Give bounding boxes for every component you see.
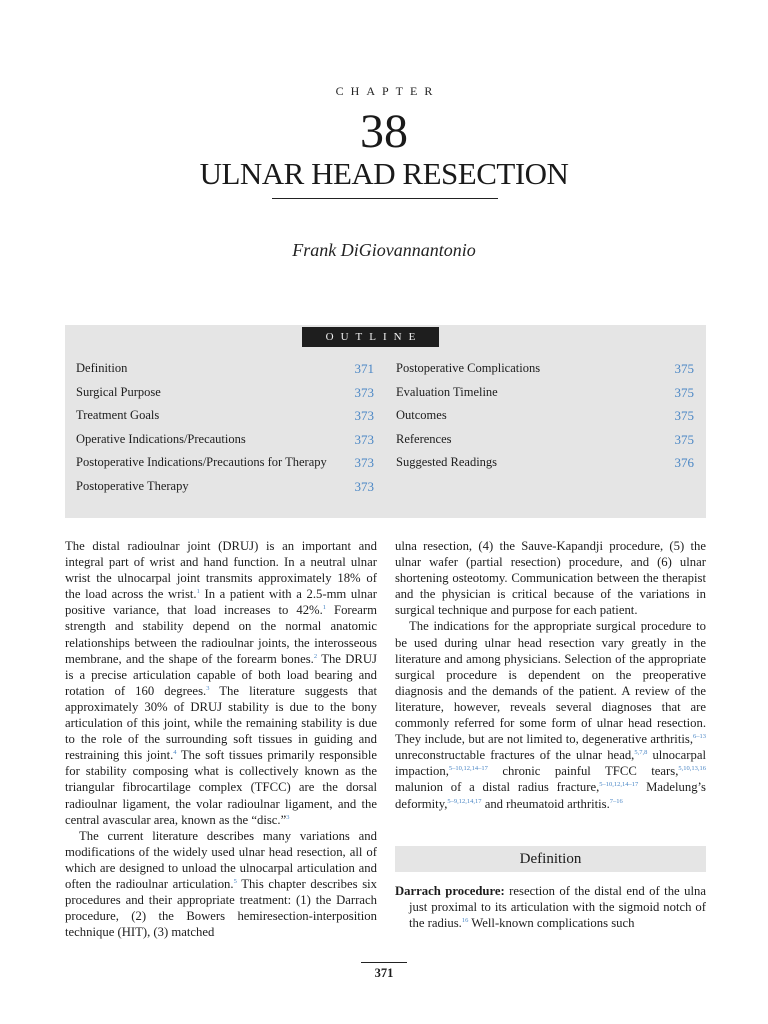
definition-heading: Definition — [395, 846, 706, 872]
citation[interactable]: 3 — [286, 813, 290, 821]
outline-item-page[interactable]: 371 — [354, 361, 374, 376]
chapter-title: ULNAR HEAD RESECTION — [199, 156, 569, 191]
outline-item-label: Operative Indications/Precautions — [76, 431, 246, 446]
outline-item[interactable] — [396, 455, 694, 479]
outline-item-page[interactable]: 373 — [354, 408, 374, 423]
citation[interactable]: 16 — [461, 916, 469, 924]
outline-item[interactable] — [76, 408, 374, 432]
outline-item[interactable] — [396, 408, 694, 432]
citation[interactable]: 1 — [322, 604, 327, 612]
outline-item-page[interactable]: 376 — [674, 455, 694, 470]
chapter-number: 38 — [360, 105, 408, 158]
citation[interactable]: 5 — [233, 877, 237, 885]
outline-item-label: Outcomes — [396, 408, 447, 422]
citation[interactable]: 6–13 — [693, 732, 706, 740]
outline-item-label: Suggested Readings — [396, 455, 498, 469]
chapter-label: CHAPTER — [335, 84, 440, 98]
body-paragraph: The current literature describes many variations and modifications of the widely used ulnar head resection, all of which are designed to unload the ulnocarpal articulation and often the radioulnar articulation.$^5$ This chapter describes six procedures and their appropriate treatment: (1) the Darrach procedure, (2) the Bowers hemiresection-interposition technique (HIT), (3) matched — [65, 828, 378, 940]
outline-item-page[interactable]: 373 — [354, 455, 374, 470]
body-paragraph: The distal radioulnar joint (DRUJ) is an important and integral part of wrist and hand function. In a neutral ulnar wrist the ulnocarpal joint transmits approximately 18% of the load across the wrist.$^1$ In a patient with a 2.5-mm ulnar positive variance, that load increases to 42%.$^1$ Forearm strength and stability depend on the normal anatomic relationships between the radioulnar joints, the interosseous membrane, and the shape of the forearm bones.$^2$ The DRUJ is a precise articulation capable of both load bearing and rotation of 160 degrees.$^3$ The literature suggests that approximately 30% of DRUJ stability is due to the bony articulation of this joint, while the remaining stability is due to the role of the surrounding soft tissues in guiding and restraining this joint.$^4$ The soft tissues primarily responsible for stability composing what is collectively known as the triangular fibrocartilage complex (TFCC) are the dorsal radioulnar ligament, the volar radioulnar ligament, and the central avascular area, known as the “disc.”$^3$ — [65, 539, 378, 827]
citation[interactable]: 5,7,8 — [634, 748, 648, 756]
citation[interactable]: 1 — [196, 588, 200, 596]
body-column-right — [395, 538, 706, 812]
outline-item-page[interactable]: 373 — [354, 478, 374, 494]
citation[interactable]: 2 — [313, 652, 318, 660]
outline-item-page[interactable]: 373 — [354, 384, 374, 400]
citation[interactable]: 4 — [173, 748, 177, 756]
outline-box — [65, 325, 706, 518]
definition-term: Darrach procedure: — [395, 884, 505, 898]
outline-list-right — [396, 361, 694, 479]
citation[interactable]: 7–16 — [609, 797, 623, 805]
citation[interactable]: 5–10,12,14–17 — [599, 781, 639, 789]
outline-item-label: Postoperative Complications — [396, 361, 541, 375]
outline-item-label: Surgical Purpose — [76, 384, 161, 399]
outline-item[interactable] — [396, 361, 694, 385]
citation[interactable]: 5–10,12,14–17 — [448, 765, 488, 773]
outline-item-label: Postoperative Therapy — [76, 478, 189, 493]
outline-item[interactable] — [76, 432, 374, 456]
outline-item[interactable] — [76, 455, 374, 479]
outline-item[interactable] — [76, 385, 374, 409]
body-paragraph: The indications for the appropriate surgical procedure to be used during ulnar head resection vary greatly in the literature and among physicians. Selection of the appropriate surgical procedure is dependent on the preoperative diagnosis and the demands of the patient. A review of the literature, however, reveals several diagnoses that are commonly referred for some form of ulnar head resection. They include, but are not limited to, degenerative arthritis,$^{6-13}$ unreconstructable fractures of the ulnar head,$^{5,7,8}$ ulnocarpal impaction,$^{5-10,12,14-17}$ chronic painful TFCC tears,$^{5,10,13,16}$ malunion of a distal radius fracture,$^{5-10,12,14-17}$ Madelung’s deformity,$^{5-9,12,14,17}$ and rheumatoid arthritis.$^{7-16}$ — [395, 619, 706, 811]
outline-list-left — [76, 361, 374, 502]
outline-item-label: Definition — [76, 361, 128, 375]
outline-item-label: Evaluation Timeline — [396, 384, 498, 399]
outline-item[interactable] — [396, 432, 694, 456]
citation[interactable]: 5,10,13,16 — [678, 765, 706, 773]
body-column-left — [65, 538, 377, 940]
outline-item-label: Treatment Goals — [76, 408, 160, 422]
outline-item[interactable] — [76, 479, 374, 503]
outline-item-page[interactable]: 375 — [674, 431, 694, 447]
outline-item-page[interactable]: 375 — [674, 384, 694, 400]
outline-item-page[interactable]: 373 — [354, 431, 374, 447]
outline-item[interactable] — [396, 385, 694, 409]
definition-entry: Darrach procedure: resection of the distal end of the ulna just proximal to its articulation with the sigmoid notch of the radius.$^{16}$ Well-known complications such — [395, 884, 706, 931]
outline-item-label: Postoperative Indications/Precautions for Therapy — [76, 455, 327, 469]
citation[interactable]: 3 — [206, 684, 210, 692]
page-number-rule — [361, 962, 407, 963]
title-rule — [272, 198, 498, 199]
outline-item-page[interactable]: 375 — [674, 361, 694, 376]
page-number: 371 — [374, 966, 394, 980]
author-name: Frank DiGiovannantonio — [292, 240, 476, 260]
citation[interactable]: 5–9,12,14,17 — [447, 797, 482, 805]
outline-item[interactable] — [76, 361, 374, 385]
outline-item-page[interactable]: 375 — [674, 408, 694, 423]
outline-item-label: References — [396, 431, 452, 446]
outline-label: OUTLINE — [302, 327, 439, 347]
body-paragraph-continued: ulna resection, (4) the Sauve-Kapandji procedure, (5) the ulnar wafer (partial resection) procedure, and (6) ulnar shortening osteotomy. Communication between the therapist and the physician is critical because of the variations in surgical technique and purpose for each patient. — [395, 539, 706, 618]
